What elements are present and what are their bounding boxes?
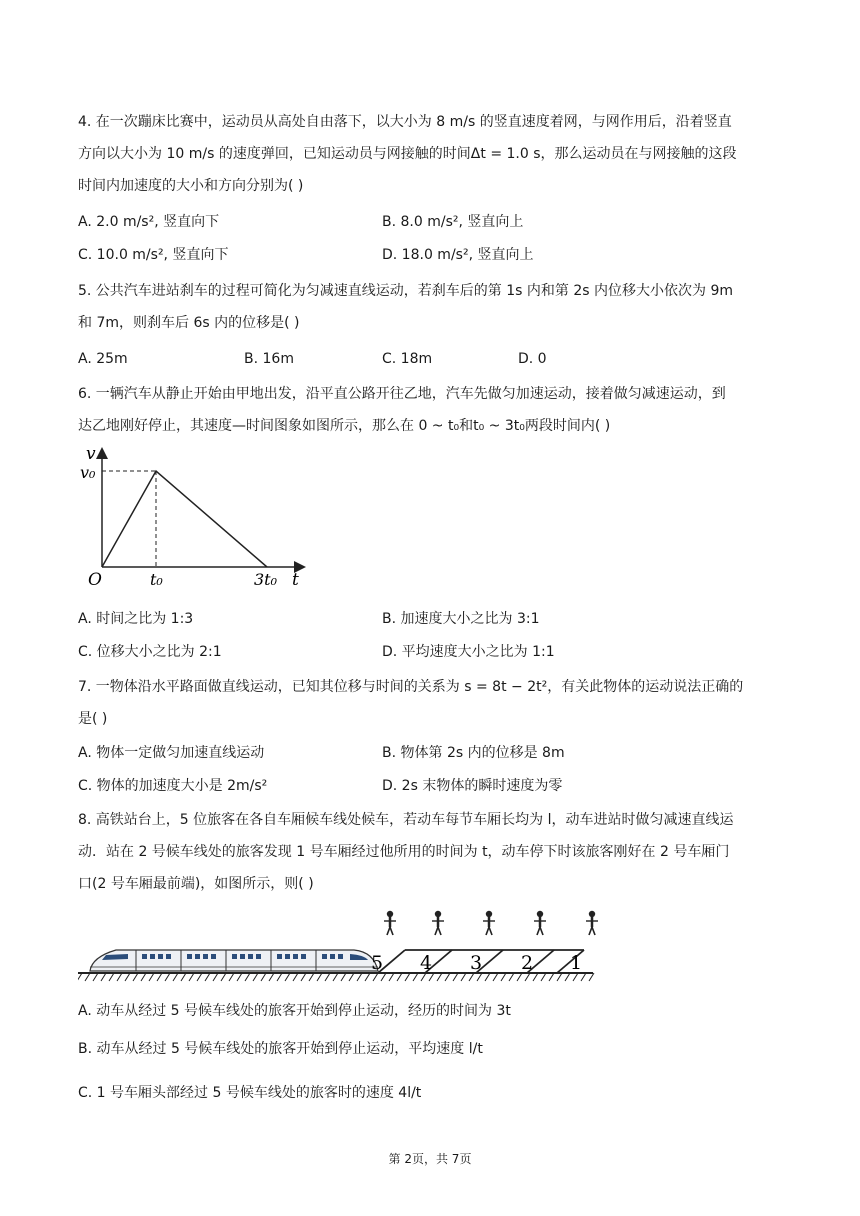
q7-option-a: A. 物体一定做匀加速直线运动 [78,745,265,761]
platform-number-4: 4 [420,952,433,974]
q8-line3: 口(2 号车厢最前端)，如图所示，则( ) [78,876,314,892]
page-footer: 第 2页，共 7页 [388,1152,472,1166]
q8-line1: 8. 高铁站台上，5 位旅客在各自车厢候车线处候车，若动车每节车厢长均为 l，动车进站时做匀减速直线运 [78,812,734,828]
q4-option-b: B. 8.0 m/s², 竖直向上 [382,214,524,230]
q5-option-a: A. 25m [78,351,128,367]
graph-3t0-label: 3t₀ [254,570,278,589]
passenger-4 [432,911,444,935]
q5-line2: 和 7m，则刹车后 6s 内的位移是( ) [78,315,300,331]
q4-option-c: C. 10.0 m/s², 竖直向下 [78,247,229,263]
graph-x-label: t [292,570,299,590]
graph-origin-label: O [88,570,102,590]
q7-line2: 是( ) [78,711,108,727]
q6-option-a: A. 时间之比为 1:3 [78,611,194,627]
platform-number-1: 1 [570,952,583,974]
passenger-2 [534,911,546,935]
q7-option-c: C. 物体的加速度大小是 2m/s² [78,778,268,794]
graph-velocity-line [102,471,267,567]
q6-line1: 6. 一辆汽车从静止开始由甲地出发，沿平直公路开往乙地，汽车先做匀加速运动，接着做匀减速运动，到 [78,386,726,402]
graph-t0-label: t₀ [150,570,163,589]
q7-line1: 7. 一物体沿水平路面做直线运动，已知其位移与时间的关系为 s = 8t − 2t²，有关此物体的运动说法正确的 [78,679,744,695]
q5-option-d: D. 0 [518,351,547,367]
q5-option-c: C. 18m [382,351,433,367]
passenger-1 [586,911,598,935]
q4-line1: 4. 在一次蹦床比赛中，运动员从高处自由落下，以大小为 8 m/s 的竖直速度着网，与网作用后，沿着竖直 [78,114,732,130]
high-speed-train [90,950,378,971]
q8-option-b: B. 动车从经过 5 号候车线处的旅客开始到停止运动，平均速度 l/t [78,1041,483,1057]
q6-option-b: B. 加速度大小之比为 3:1 [382,611,540,627]
q4-option-a: A. 2.0 m/s², 竖直向下 [78,214,220,230]
q5-option-b: B. 16m [244,351,294,367]
q8-line2: 动．站在 2 号候车线处的旅客发现 1 号车厢经过他所用的时间为 t，动车停下时该旅客刚好在 2 号车厢门 [78,844,730,860]
passenger-5 [384,911,396,935]
q7-option-d: D. 2s 末物体的瞬时速度为零 [382,778,563,794]
q5-line1: 5. 公共汽车进站刹车的过程可简化为匀减速直线运动，若刹车后的第 1s 内和第 2s 内位移大小依次为 9m [78,283,734,299]
graph-v0-label: v₀ [80,463,96,482]
q4-line2: 方向以大小为 10 m/s 的速度弹回，已知运动员与网接触的时间Δt = 1.0 s，那么运动员在与网接触的这段 [78,146,737,162]
q8-option-c: C. 1 号车厢头部经过 5 号候车线处的旅客时的速度 4l/t [78,1085,422,1101]
q4-line3: 时间内加速度的大小和方向分别为( ) [78,178,304,194]
passengers [384,911,598,935]
q8-option-a: A. 动车从经过 5 号候车线处的旅客开始到停止运动，经历的时间为 3t [78,1003,511,1019]
q6-option-c: C. 位移大小之比为 2:1 [78,644,222,660]
train-platform-figure [78,905,608,990]
q6-option-d: D. 平均速度大小之比为 1:1 [382,644,555,660]
ground-hatching [78,973,594,981]
q4-option-d: D. 18.0 m/s², 竖直向上 [382,247,534,263]
velocity-time-graph [78,445,308,595]
passenger-3 [483,911,495,935]
platform-number-3: 3 [470,952,483,974]
platform-number-5: 5 [371,952,384,974]
q6-line2: 达乙地刚好停止，其速度—时间图象如图所示，那么在 0 ~ t₀和t₀ ~ 3t₀两段时间内( ) [78,418,611,434]
platform-number-2: 2 [521,952,534,974]
graph-y-label: v [86,445,96,464]
q7-option-b: B. 物体第 2s 内的位移是 8m [382,745,565,761]
